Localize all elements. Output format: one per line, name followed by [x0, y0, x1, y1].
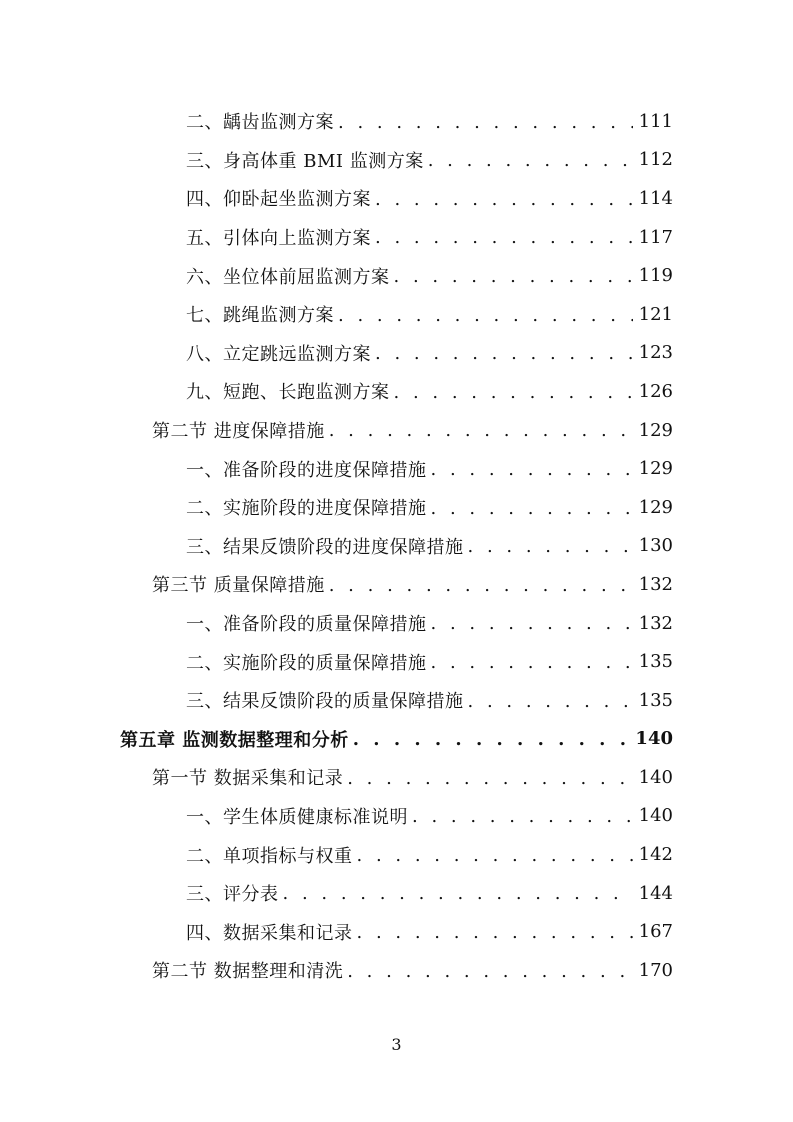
toc-entry-title: 二、单项指标与权重 [186, 845, 353, 867]
dot-leader [394, 384, 633, 411]
toc-entry-title: 二、实施阶段的质量保障措施 [186, 652, 427, 674]
page-number: 3 [391, 1035, 402, 1054]
toc-entry[interactable] [0, 720, 793, 759]
toc-entry[interactable] [0, 874, 793, 913]
toc-entry-title: 第二节 进度保障措施 [152, 421, 325, 443]
toc-entry[interactable] [0, 835, 793, 874]
toc-entry[interactable] [0, 179, 793, 218]
dot-leader [375, 229, 633, 256]
toc-entry-title: 五、引体向上监测方案 [186, 228, 371, 250]
toc-entry-title: 第三节 质量保障措施 [152, 575, 325, 597]
toc-entry-title: 三、身高体重 BMI 监测方案 [186, 150, 424, 172]
dot-leader [357, 924, 633, 951]
toc-entry[interactable] [0, 642, 793, 681]
toc-entry-page: 129 [638, 419, 673, 441]
dot-leader [428, 152, 633, 179]
toc-entry-title: 三、结果反馈阶段的质量保障措施 [186, 691, 464, 713]
toc-entry[interactable] [0, 295, 793, 334]
toc-entry-page: 140 [635, 728, 673, 750]
dot-leader [283, 885, 633, 912]
dot-leader [375, 345, 633, 372]
dot-leader [353, 731, 630, 758]
dot-leader [468, 538, 633, 565]
toc-entry[interactable] [0, 951, 793, 990]
dot-leader [347, 963, 632, 990]
toc-entry[interactable] [0, 256, 793, 295]
dot-leader [394, 268, 633, 295]
toc-entry-page: 135 [638, 689, 673, 711]
toc-entry-title: 九、短跑、长跑监测方案 [186, 382, 390, 404]
toc-entry-title: 六、坐位体前屈监测方案 [186, 266, 390, 288]
toc-entry[interactable] [0, 334, 793, 373]
toc-entry[interactable] [0, 102, 793, 141]
toc-entry[interactable] [0, 218, 793, 257]
toc-entry[interactable] [0, 372, 793, 411]
toc-entry-page: 135 [638, 651, 673, 673]
toc-entry-page: 119 [638, 265, 673, 287]
toc-entry-title: 三、结果反馈阶段的进度保障措施 [186, 536, 464, 558]
toc-entry-page: 114 [638, 187, 673, 209]
toc-entry-title: 一、准备阶段的质量保障措施 [186, 614, 427, 636]
dot-leader [338, 114, 633, 141]
dot-leader [431, 461, 633, 488]
toc-entry-page: 112 [638, 149, 673, 171]
toc-entry-page: 132 [638, 573, 673, 595]
dot-leader [357, 847, 633, 874]
toc-entry-title: 四、仰卧起坐监测方案 [186, 189, 371, 211]
toc-entry[interactable] [0, 758, 793, 797]
toc-entry-title: 三、评分表 [186, 884, 279, 906]
toc-entry-page: 140 [638, 766, 673, 788]
toc-entry-page: 142 [638, 844, 673, 866]
toc-entry-title: 二、龋齿监测方案 [186, 112, 334, 134]
toc-entry-title: 一、学生体质健康标准说明 [186, 806, 408, 828]
toc-entry-title: 四、数据采集和记录 [186, 922, 353, 944]
toc-entry-page: 170 [638, 959, 673, 981]
toc-entry-page: 117 [638, 226, 673, 248]
toc-entry-page: 123 [638, 342, 673, 364]
dot-leader [329, 577, 633, 604]
dot-leader [412, 808, 633, 835]
toc-entry-title: 二、实施阶段的进度保障措施 [186, 498, 427, 520]
toc-entry-page: 121 [638, 303, 673, 325]
toc-entry[interactable] [0, 565, 793, 604]
dot-leader [431, 615, 633, 642]
toc-entry[interactable] [0, 411, 793, 450]
toc-entry-page: 144 [638, 882, 673, 904]
dot-leader [431, 500, 633, 527]
toc-entry-page: 140 [638, 805, 673, 827]
table-of-contents [0, 102, 793, 990]
dot-leader [338, 307, 633, 334]
toc-entry-title: 第二节 数据整理和清洗 [152, 961, 344, 983]
dot-leader [329, 422, 633, 449]
toc-entry-page: 130 [638, 535, 673, 557]
toc-entry-page: 111 [638, 110, 673, 132]
toc-entry-title: 一、准备阶段的进度保障措施 [186, 459, 427, 481]
dot-leader [431, 654, 633, 681]
toc-entry[interactable] [0, 681, 793, 720]
toc-entry-title: 八、立定跳远监测方案 [186, 343, 371, 365]
toc-entry-page: 132 [638, 612, 673, 634]
toc-entry-title: 第一节 数据采集和记录 [152, 768, 344, 790]
toc-entry[interactable] [0, 912, 793, 951]
toc-entry-title: 第五章 监测数据整理和分析 [120, 729, 349, 751]
toc-entry-page: 129 [638, 496, 673, 518]
dot-leader [375, 191, 633, 218]
toc-entry[interactable] [0, 797, 793, 836]
toc-entry-page: 126 [638, 380, 673, 402]
toc-entry[interactable] [0, 604, 793, 643]
toc-entry[interactable] [0, 141, 793, 180]
toc-entry[interactable] [0, 488, 793, 527]
toc-entry-page: 167 [638, 921, 673, 943]
dot-leader [347, 770, 632, 797]
toc-entry[interactable] [0, 527, 793, 566]
dot-leader [468, 693, 633, 720]
toc-entry-title: 七、跳绳监测方案 [186, 305, 334, 327]
toc-entry[interactable] [0, 449, 793, 488]
toc-entry-page: 129 [638, 458, 673, 480]
